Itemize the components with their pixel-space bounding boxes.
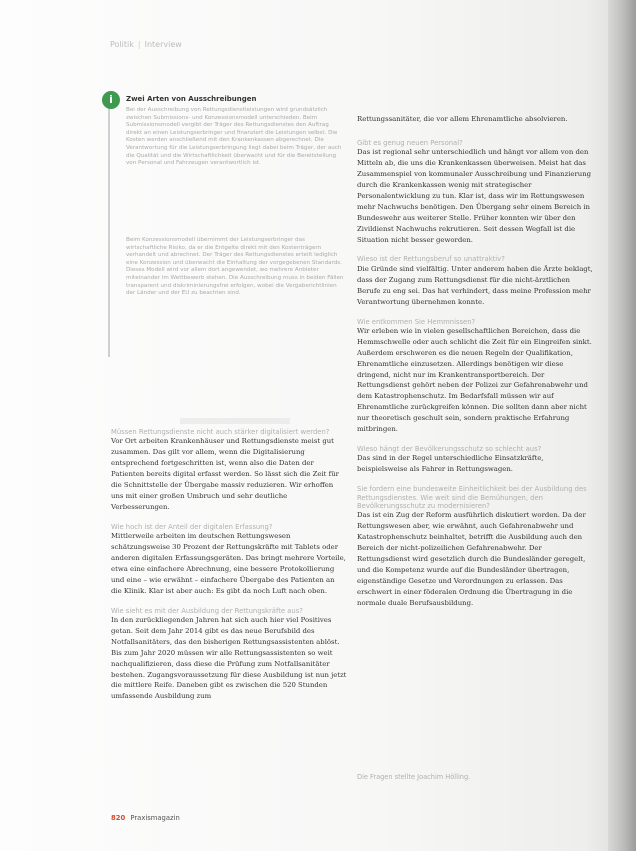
header-separator: | [137, 40, 141, 49]
question: Sie fordern eine bundesweite Einheitlichkeit bei der Ausbildung des Rettungsdienstes. Wie weit sind die Bemühungen, den Bevölkerungsschutz zu modernisieren? [357, 485, 587, 510]
magazine-name: Praxismagazin [130, 814, 180, 822]
page-number: 820 [111, 814, 126, 822]
book-spine [608, 0, 636, 851]
answer: Die Gründe sind vielfältig. Unter anderem haben die Ärzte beklagt, dass der Zugang zum Rettungsdienst für die nicht-ärztlichen Berufe zu eng sei. Das hat verhindert, dass meine Profession mehr Verantwortung übernehmen konnte. [357, 264, 593, 306]
scan-smudge [180, 418, 290, 424]
qa-block [357, 445, 593, 475]
question: Wieso ist der Rettungsberuf so unattraktiv? [357, 255, 505, 264]
question: Wie sieht es mit der Ausbildung der Rettungskräfte aus? [111, 606, 303, 615]
right-column [357, 114, 593, 619]
question: Wie hoch ist der Anteil der digitalen Erfassung? [111, 522, 273, 531]
question: Wieso hängt der Bevölkerungsschutz so schlecht aus? [357, 444, 542, 453]
answer: Das sind in der Regel unterschiedliche Einsatzkräfte, beispielsweise als Fahrer in Rettungswagen. [357, 454, 544, 474]
infobox-paragraph-2: Beim Konzessionsmodell übernimmt der Leistungserbringer das wirtschaftliche Risiko, da er die Entgelte direkt mit den Kostenträgern verhandelt und abrechnet. Der Träger des Rettungsdienstes erteilt lediglich eine Konzession und überwacht die Einhaltung der vorgegebenen Standards. Dieses Modell wird vor allem dort angewendet, wo mehrere Anbieter miteinander im Wettbewerb stehen. Die Ausschreibung muss in beiden Fällen transparent und diskriminierungsfrei erfolgen, wobei die Vergaberichtlinien der Länder und der EU zu beachten sind. [126, 237, 344, 297]
answer: Vor Ort arbeiten Krankenhäuser und Rettungsdienste meist gut zusammen. Das gilt vor allem, wenn die Digitalisierung entsprechend fortgeschritten ist, wenn also die Daten der Patienten bereits digital erfasst werden. So lässt sich die Zeit für die Schnittstelle der Übergabe massiv reduzieren. Wir erhoffen uns mit einer großen Umbruch und sehr deutliche Verbesserungen. [111, 437, 339, 511]
left-column [111, 428, 347, 712]
qa-block [357, 318, 593, 435]
question: Gibt es genug neuen Personal? [357, 138, 463, 147]
qa-block [357, 114, 593, 125]
answer: Wir erleben wie in vielen gesellschaftlichen Bereichen, dass die Hemmschwelle oder auch schlicht die Zeit für ein Eingreifen sinkt. Außerdem erschweren es die neuen Regeln der Qualifikation, Ehrenamtliche einzusetzen. Allerdings benötigen wir diese dringend, nicht nur im Krankentransportbereich. Der Rettungsdienst gehört neben der Polizei zur Gefahrenabwehr und dem Katastrophenschutz. Im Bedarfsfall müssen wir auf Ehrenamtliche zurückgreifen können. Die sollten dann aber nicht nur theoretisch geschult sein, sondern praktische Erfahrung mitbringen. [357, 326, 592, 434]
infobox-title: Zwei Arten von Ausschreibungen [126, 95, 257, 103]
header-subsection: Interview [144, 40, 182, 49]
qa-block [357, 139, 593, 246]
answer: Das ist ein Zug der Reform ausführlich diskutiert worden. Da der Rettungswesen aber, wie erwähnt, auch Gefahrenabwehr und Katastrophenschutz beinhaltet, betrifft die Ausbildung auch den Bereich der nicht-polizeilichen Gefahrenabwehr. Der Rettungsdienst wird gesetzlich durch die Bundesländer geregelt, und die Kompetenz wurde auf die Bundesländer übertragen, eigenständige Gesetze und Verordnungen zu erlassen. Das erschwert in einer föderalen Ordnung die Übertragung in die normale duale Berufsausbildung. [357, 511, 586, 607]
answer: In den zurückliegenden Jahren hat sich auch hier viel Positives getan. Seit dem Jahr 2014 gibt es das neue Berufsbild des Notfallsanitäters, das den bisherigen Rettungsassistenten ablöst. Bis zum Jahr 2020 müssen wir alle Rettungsassistenten so weit nachqualifizieren, dass diese die Prüfung zum Notfallsanitäter bestehen. Zugangsvoraussetzung für diese Ausbildung ist nun jetzt die mittlere Reife. Daneben gibt es zwischen die 520 Stunden umfassende Ausbildung zum [111, 616, 347, 701]
running-header [110, 40, 182, 49]
answer: Das ist regional sehr unterschiedlich und hängt vor allem von den Mitteln ab, die uns die Krankenkassen überweisen. Meist hat das Zusammenspiel von kommunaler Ausschreibung und Finanzierung durch die Krankenkassen wenig mit strategischer Personalentwicklung zu tun. Klar ist, dass wir im Rettungswesen mehr Nachwuchs benötigen. Den Übergang sehr einem Bereich in Bundeswehr aus weiterer Stelle. Früher konnten wir über den Zivildienst Nachwuchs rekrutieren. Seit dessen Wegfall ist die Situation nicht besser geworden. [357, 148, 592, 244]
interviewer-credit: Die Fragen stellte Joachim Hölling. [357, 773, 471, 781]
answer: Rettungssanitäter, die vor allem Ehrenamtliche absolvieren. [357, 115, 568, 123]
answer: Mittlerweile arbeiten im deutschen Rettungswesen schätzungsweise 30 Prozent der Rettungskräfte mit Tablets oder anderen digitalen Erfassungsgeräten. Das bringt mehrere Vorteile, etwa eine einfachere Abrechnung, eine bessere Protokollierung und eine – wie erwähnt – einfachere Übergabe des Patienten an die Klinik. Klar ist aber auch: Es gibt da noch Luft nach oben. [111, 532, 346, 595]
qa-block [111, 428, 347, 513]
infobox-paragraph-1: Bei der Ausschreibung von Rettungsdienstleistungen wird grundsätzlich zwischen Submissions- und Konzessionsmodell unterschieden. Beim Submissionsmodell vergibt der Träger des Rettungsdienstes den Auftrag direkt an einen Leistungserbringer und finanziert die Leistungen selbst. Die Kosten werden anschließend mit den Krankenkassen abgerechnet. Die Verantwortung für die Leistungserbringung liegt dabei beim Träger, der auch die Qualität und die Wirtschaftlichkeit überwacht und für die Bereitstellung von Personal und Fahrzeugen verantwortlich ist. [126, 107, 342, 167]
infobox [108, 95, 350, 357]
qa-block [357, 485, 593, 608]
question: Müssen Rettungsdienste nicht auch stärker digitalisiert werden? [111, 428, 330, 436]
qa-block [111, 607, 347, 703]
qa-block [357, 255, 593, 307]
page-footer [111, 814, 180, 822]
question: Wie entkommen Sie Hemmnissen? [357, 317, 476, 326]
qa-block [111, 523, 347, 597]
header-section: Politik [110, 40, 134, 49]
info-icon: i [102, 91, 120, 109]
